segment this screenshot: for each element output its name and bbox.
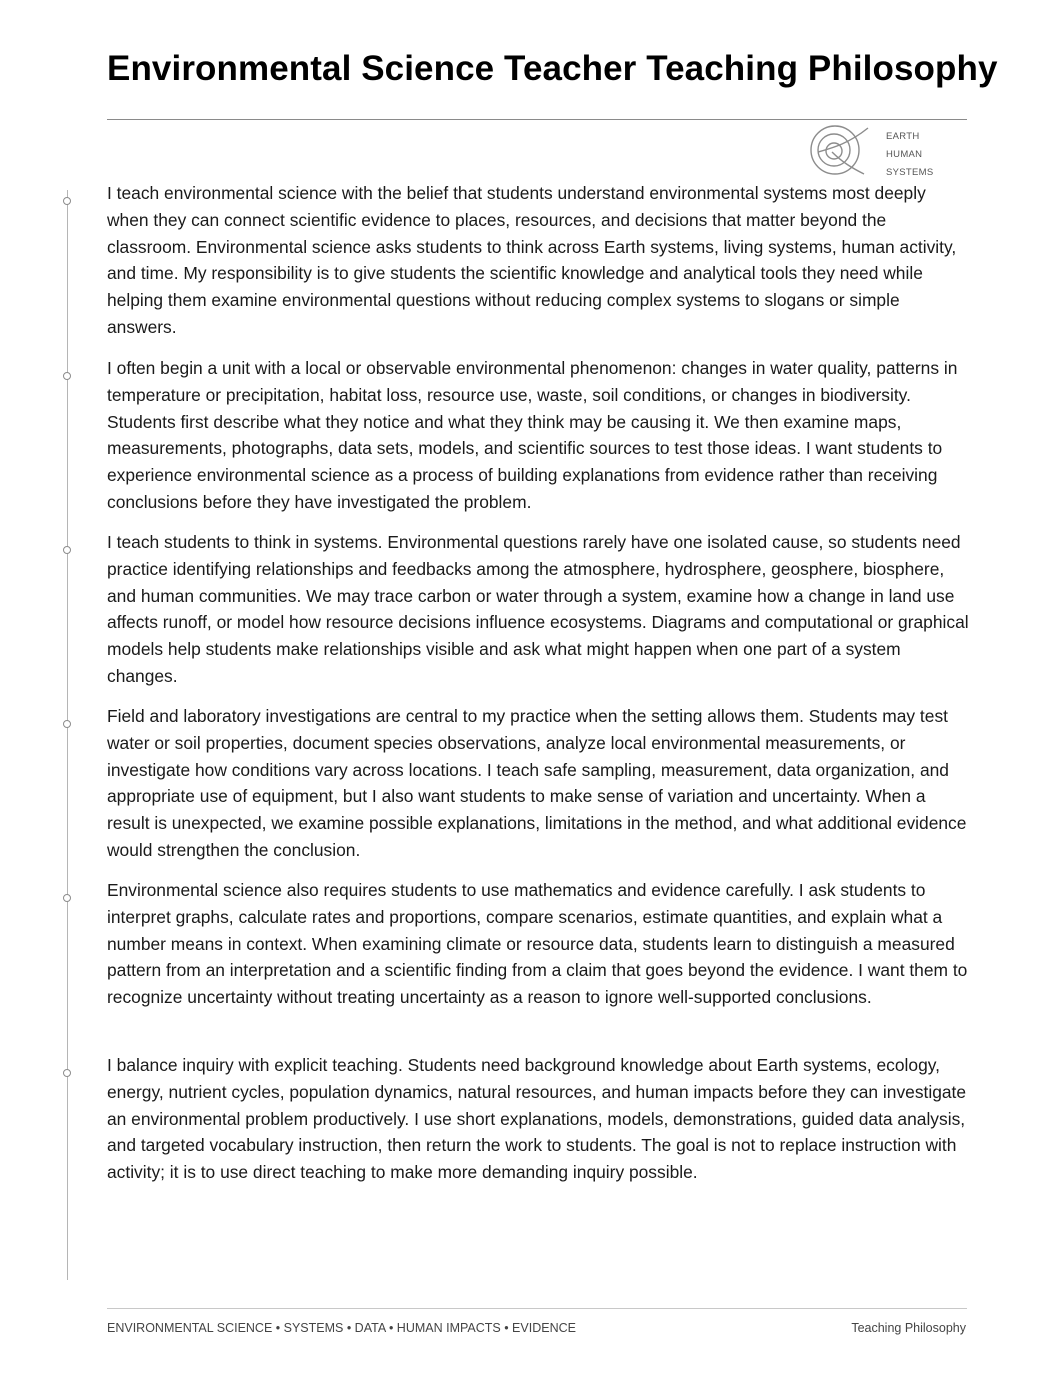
timeline-marker (63, 372, 71, 380)
logo-word: HUMAN (886, 149, 923, 160)
paragraph-belief: I teach environmental science with the belief that students understand environmental systems most deeply when they can connect scientific evidence to places, resources, and decisions that matter beyond the classroom. Environmental science asks students to think across Earth systems, living systems, human activity, and time. My responsibility is to give students the scientific knowledge and analytical tools they need while helping them examine environmental questions without reducing complex systems to slogans or simple answers. (107, 183, 957, 337)
timeline-marker (63, 1069, 71, 1077)
timeline-marker (63, 720, 71, 728)
paragraph-systems-thinking: I teach students to think in systems. Environmental questions rarely have one isolated cause, so students need practice identifying relationships and feedbacks among the atmosphere, hydrosphere, geosphere, biosphere, and human communities. We may trace carbon or water through a system, examine how a change in land use affects runoff, or model how resource decisions influence ecosystems. Diagrams and computational or graphical models help students make relationships visible and ask what might happen when one part of a system changes. (107, 532, 969, 686)
timeline-marker (63, 197, 71, 205)
logo-word: SYSTEMS (886, 167, 934, 178)
footer-divider (107, 1308, 967, 1309)
paragraph-phenomenon: I often begin a unit with a local or observable environmental phenomenon: changes in water quality, patterns in temperature or precipitation, habitat loss, resource use, waste, soil conditions, or changes in biodiversity. Students first describe what they notice and what they think may be causing it. We then examine maps, measurements, photographs, data sets, models, and scientific sources to test those ideas. I want students to experience environmental science as a process of building explanations from evidence rather than receiving conclusions before they have investigated the problem. (107, 358, 958, 512)
footer-topics: ENVIRONMENTAL SCIENCE • SYSTEMS • DATA • HUMAN IMPACTS • EVIDENCE (107, 1321, 576, 1335)
footer-document-label: Teaching Philosophy (851, 1321, 966, 1335)
title-divider (107, 119, 967, 120)
page-title: Environmental Science Teacher Teaching Philosophy (107, 49, 998, 88)
timeline-marker (63, 894, 71, 902)
paragraph-field-investigations: Field and laboratory investigations are central to my practice when the setting allows them. Students may test water or soil properties, document species observations, analyze local environmental measurements, or investigate how conditions vary across locations. I teach safe sampling, measurement, data organization, and appropriate use of equipment, but I also want students to make sense of variation and uncertainty. When a result is unexpected, we examine possible explanations, limitations in the method, and what additional evidence would strengthen the conclusion. (107, 706, 967, 860)
logo-wordmark (886, 128, 934, 182)
timeline-marker (63, 546, 71, 554)
timeline-line (67, 190, 68, 1280)
concentric-circles-orbit-icon (808, 122, 888, 182)
earth-human-systems-logo (808, 122, 968, 182)
paragraph-mathematics-evidence: Environmental science also requires students to use mathematics and evidence carefully. I ask students to interpret graphs, calculate rates and proportions, compare scenarios, estimate quantities, and explain what a number means in context. When examining climate or resource data, students learn to distinguish a measured pattern from an interpretation and a scientific finding from a claim that goes beyond the evidence. I want them to recognize uncertainty without treating uncertainty as a reason to ignore well-supported conclusions. (107, 880, 968, 1008)
logo-word: EARTH (886, 131, 920, 142)
paragraph-explicit-teaching: I balance inquiry with explicit teaching. Students need background knowledge about Earth systems, ecology, energy, nutrient cycles, population dynamics, natural resources, and human impacts before they can investigate an environmental problem productively. I use short explanations, models, demonstrations, guided data analysis, and targeted vocabulary instruction, then return the work to students. The goal is not to replace instruction with activity; it is to use direct teaching to make more demanding inquiry possible. (107, 1055, 967, 1183)
